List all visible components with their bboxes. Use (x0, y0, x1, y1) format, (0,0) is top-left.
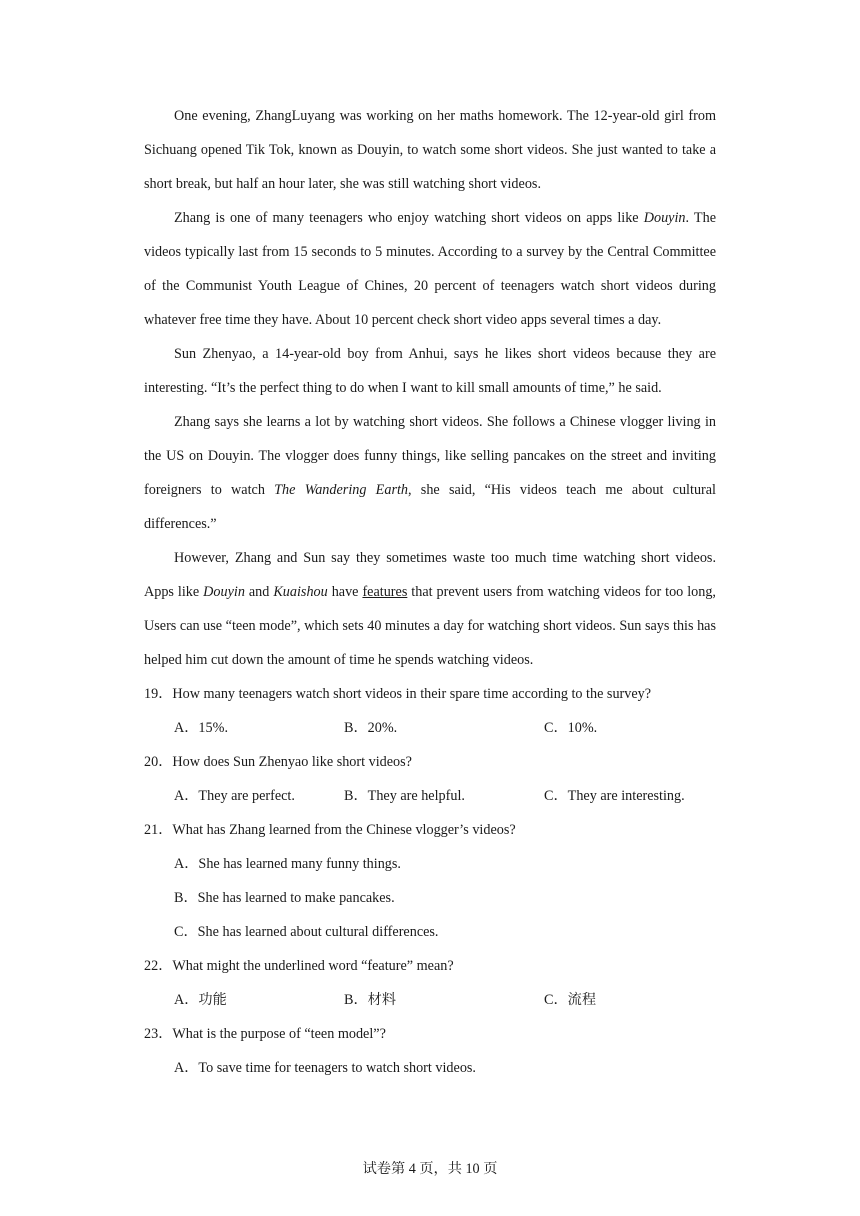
option-c: C．They are interesting. (544, 788, 685, 804)
page-footer: 试卷第 4 页，共 10 页 (362, 1161, 498, 1177)
passage-paragraph-1: One evening, ZhangLuyang was working on her maths homework. The 12-year-old girl from Sichuang opened Tik Tok, known as Douyin, to watch some short videos. She just wanted to take a short break, but half an hour later, she was still watching short videos. (144, 108, 716, 192)
underlined-word: features (362, 584, 408, 600)
reading-section (144, 99, 716, 1085)
options-row (144, 779, 716, 813)
passage-paragraph-5 (144, 541, 716, 677)
app-name-italic: Kuaishou (273, 584, 328, 600)
option-a: A．She has learned many funny things. (174, 856, 401, 872)
app-name-italic: Douyin (203, 584, 245, 600)
option-b: B．20%. (344, 720, 398, 736)
question-stem: 23．What is the purpose of “teen model”? (144, 1026, 386, 1042)
text-segment: , she said, “His videos teach me about cultural differences.” (144, 482, 716, 532)
question-stem: 21．What has Zhang learned from the Chinese vlogger’s videos? (144, 822, 516, 838)
text-segment: Zhang says she learns a lot by watching short videos. She follows a Chinese vlogger living in the US on Douyin. The vlogger does funny things, like selling pancakes on the street and inviting foreigners to watch (144, 414, 716, 498)
text-segment: . The videos typically last from 15 seconds to 5 minutes. According to a survey by the Central Committee of the Communist Youth League of Chines, 20 percent of teenagers watch short videos during whatever free time they have. About 10 percent check short video apps several times a day. (144, 210, 716, 328)
option-a: A．To save time for teenagers to watch short videos. (174, 1060, 476, 1076)
text-segment: have (327, 584, 363, 600)
text-segment: However, Zhang and Sun say they sometimes waste too much time watching short videos. Apps like (144, 550, 716, 600)
options-row (144, 711, 716, 745)
option-c: C．10%. (544, 720, 598, 736)
passage-paragraph-2 (144, 201, 716, 337)
question-stem: 19．How many teenagers watch short videos in their spare time according to the survey? (144, 686, 652, 702)
text-segment: and (244, 584, 274, 600)
app-name-italic: Douyin (643, 210, 686, 226)
option-c: C．流程 (544, 992, 597, 1008)
question-21 (144, 813, 716, 949)
question-stem: 22．What might the underlined word “feature” mean? (144, 958, 454, 974)
movie-title-italic: The Wandering Earth (274, 482, 409, 498)
option-a: A．15%. (174, 720, 228, 736)
option-b: B．材料 (344, 992, 397, 1008)
option-c: C．She has learned about cultural differences. (174, 924, 439, 940)
text-segment: Zhang is one of many teenagers who enjoy watching short videos on apps like (174, 210, 644, 226)
options-row (144, 983, 716, 1017)
question-19 (144, 677, 716, 745)
question-22 (144, 949, 716, 1017)
option-b: B．They are helpful. (344, 788, 465, 804)
passage-paragraph-3: Sun Zhenyao, a 14-year-old boy from Anhui, says he likes short videos because they are interesting. “It’s the perfect thing to do when I want to kill small amounts of time,” he said. (144, 346, 716, 396)
option-b: B．She has learned to make pancakes. (174, 890, 395, 906)
option-a: A．功能 (174, 992, 227, 1008)
question-20 (144, 745, 716, 813)
text-segment: that prevent users from watching videos for too long, Users can use “teen mode”, which sets 40 minutes a day for watching short videos. Sun says this has helped him cut down the amount of time he spends watching videos. (144, 584, 716, 668)
question-23 (144, 1017, 716, 1085)
passage-paragraph-4 (144, 405, 716, 541)
option-a: A．They are perfect. (174, 788, 295, 804)
question-stem: 20．How does Sun Zhenyao like short videos? (144, 754, 412, 770)
